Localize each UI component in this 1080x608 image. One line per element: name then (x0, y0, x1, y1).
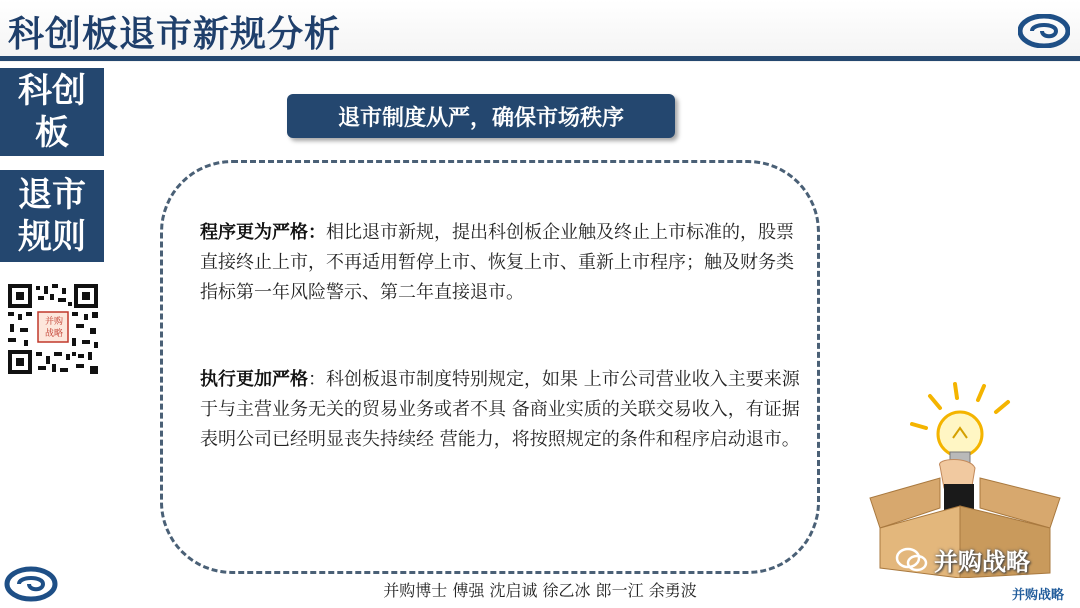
paragraph-body: 相比退市新规，提出科创板企业触及终止上市标准的，股票直接终止上市，不再适用暂停上市、恢复上市、重新上市程序；触及财务类指标第一年风险警示、第二年直接退市。 (200, 222, 794, 303)
company-logo-icon (4, 566, 58, 602)
sidebar-box-label: 退市规则 (18, 175, 86, 257)
sidebar-box-kechuang (0, 68, 104, 156)
paragraph-enforcement (200, 365, 800, 455)
page-title: 科创板退市新规分析 (8, 14, 342, 55)
svg-text:战略: 战略 (45, 329, 64, 339)
paragraph-lead: 执行更加严格 (200, 369, 308, 390)
watermark-text: 并购战略 (934, 548, 1030, 576)
title-divider (0, 56, 1080, 61)
sidebar-box-label: 科创板 (18, 71, 86, 153)
paragraph-procedure (200, 218, 800, 308)
section-heading: 退市制度从严，确保市场秩序 (287, 94, 675, 138)
sidebar-box-delisting-rules (0, 170, 104, 262)
paragraph-body: ：科创板退市制度特别规定，如果 上市公司营业收入主要来源于与主营业务无关的贸易业务或者不具 备商业实质的关联交易收入，有证据表明公司已经明显丧失持续经 营能力，将按照规定的条件和程序启动退市。 (200, 369, 800, 450)
brand-label: 并购战略 (1012, 588, 1065, 603)
qr-code[interactable] (6, 282, 100, 376)
title-bar (0, 0, 1080, 62)
company-logo-icon (1018, 14, 1070, 48)
qr-stamp-text: 并购 (45, 317, 64, 327)
paragraph-lead: 程序更为严格： (200, 222, 326, 243)
author-footer: 并购博士 傅强 沈启诚 徐乙冰 郎一江 余勇波 (383, 581, 697, 600)
wechat-icon (895, 546, 929, 574)
